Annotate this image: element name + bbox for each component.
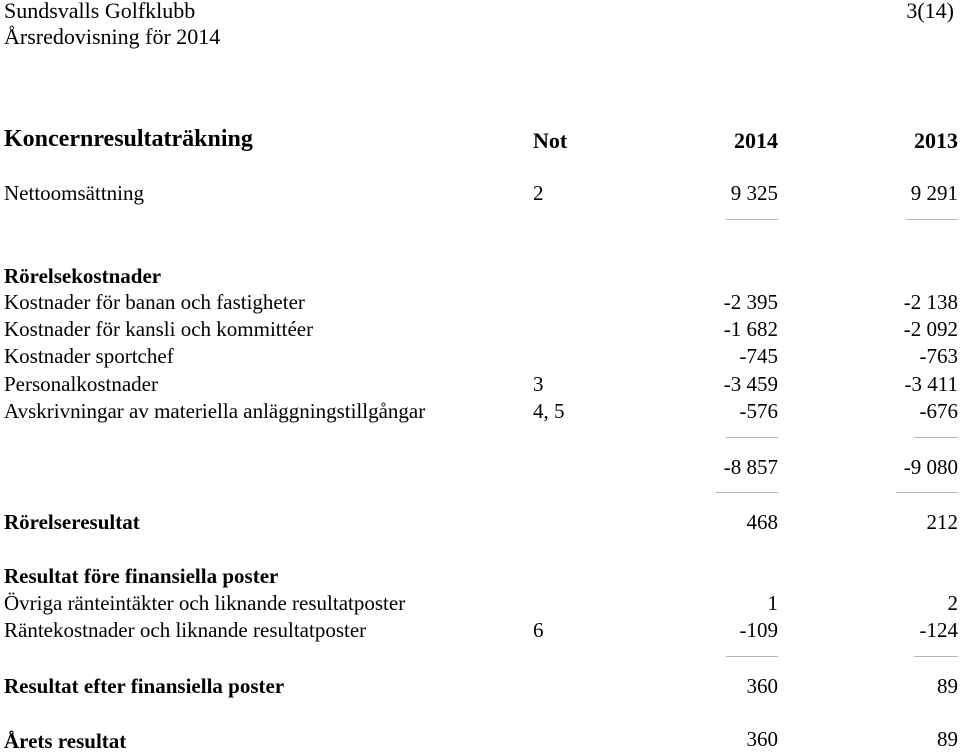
row-2014-interest-expense: -109 xyxy=(739,618,778,642)
row-label-interest-expense: Räntekostnader och liknande resultatposter xyxy=(4,618,367,642)
row-2014-sports-manager: -745 xyxy=(739,344,778,368)
underline-2014-net-sales xyxy=(726,219,778,220)
underline-2014-subtotal xyxy=(716,492,778,493)
row-2013-course-facilities: -2 138 xyxy=(903,290,958,314)
row-2014-depreciation: -576 xyxy=(739,399,778,423)
row-label-office-committees: Kostnader för kansli och kommittéer xyxy=(4,317,314,341)
row-2013-interest-expense: -124 xyxy=(919,618,958,642)
row-2013-net-result: 89 xyxy=(937,727,958,751)
row-2014-result-after-financial: 360 xyxy=(746,674,778,698)
underline-2014-interest-expense xyxy=(726,656,778,657)
column-header-not: Not xyxy=(533,128,568,153)
subtotal-2013-operating-expenses: -9 080 xyxy=(903,455,958,479)
row-2013-personnel: -3 411 xyxy=(904,372,958,396)
underline-2013-net-sales xyxy=(906,219,958,220)
row-not-depreciation: 4, 5 xyxy=(533,399,565,423)
column-header-2014: 2014 xyxy=(734,128,778,153)
row-not-interest-expense: 6 xyxy=(533,618,544,642)
row-label-result-after-financial: Resultat efter finansiella poster xyxy=(4,674,285,698)
row-label-net-sales: Nettoomsättning xyxy=(4,181,144,205)
row-2014-course-facilities: -2 395 xyxy=(723,290,778,314)
page-number: 3(14) xyxy=(906,0,954,23)
row-2013-sports-manager: -763 xyxy=(919,344,958,368)
section-heading-result-before-financial: Resultat före finansiella poster xyxy=(4,564,279,588)
row-2013-result-after-financial: 89 xyxy=(937,674,958,698)
row-2013-operating-result: 212 xyxy=(926,510,958,534)
row-2014-net-sales: 9 325 xyxy=(730,181,778,205)
organization-name: Sundsvalls Golfklubb xyxy=(4,0,196,23)
row-2013-net-sales: 9 291 xyxy=(910,181,958,205)
row-2014-net-result: 360 xyxy=(746,727,778,751)
row-2013-office-committees: -2 092 xyxy=(903,317,958,341)
row-label-personnel: Personalkostnader xyxy=(4,372,158,396)
underline-2013-depreciation xyxy=(914,437,958,438)
row-label-course-facilities: Kostnader för banan och fastigheter xyxy=(4,290,305,314)
row-not-personnel: 3 xyxy=(533,372,544,396)
statement-title: Koncernresultaträkning xyxy=(4,126,253,152)
report-title: Årsredovisning för 2014 xyxy=(4,24,221,49)
row-2013-depreciation: -676 xyxy=(919,399,958,423)
row-label-interest-income: Övriga ränteintäkter och liknande resultatposter xyxy=(4,591,406,615)
underline-2014-depreciation xyxy=(726,437,778,438)
row-label-net-result: Årets resultat xyxy=(4,729,127,753)
row-2014-office-committees: -1 682 xyxy=(723,317,778,341)
row-2013-interest-income: 2 xyxy=(947,591,958,615)
row-label-depreciation: Avskrivningar av materiella anläggningstillgångar xyxy=(4,399,426,423)
subtotal-2014-operating-expenses: -8 857 xyxy=(723,455,778,479)
row-2014-personnel: -3 459 xyxy=(723,372,778,396)
underline-2013-subtotal xyxy=(896,492,958,493)
row-2014-operating-result: 468 xyxy=(746,510,778,534)
row-label-operating-result: Rörelseresultat xyxy=(4,510,140,534)
row-not-net-sales: 2 xyxy=(533,181,544,205)
column-header-2013: 2013 xyxy=(914,128,958,153)
section-heading-operating-expenses: Rörelsekostnader xyxy=(4,264,162,288)
row-label-sports-manager: Kostnader sportchef xyxy=(4,344,174,368)
row-2014-interest-income: 1 xyxy=(767,591,778,615)
underline-2013-interest-expense xyxy=(914,656,958,657)
